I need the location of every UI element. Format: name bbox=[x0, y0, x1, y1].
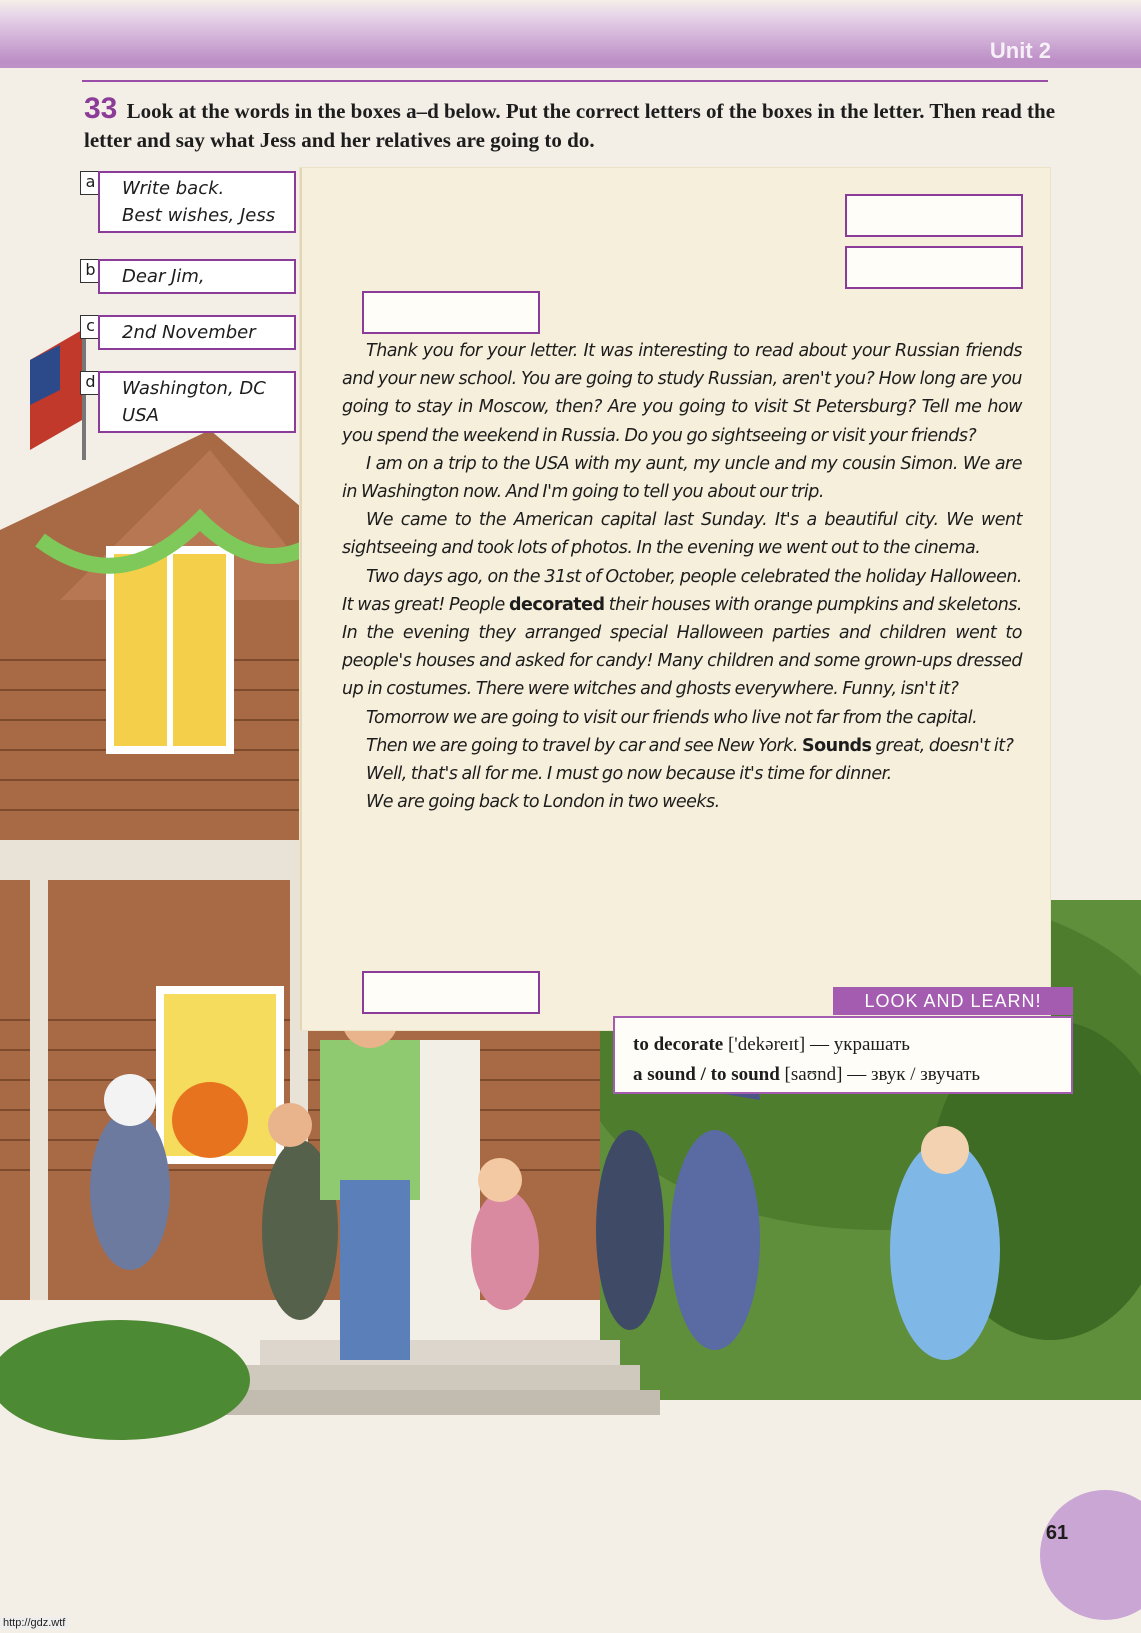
text-run: Two days ago, on the 31st of October, people celebrated the holiday Halloween. It was great! People bbox=[342, 566, 1022, 615]
option-line: Dear Jim, bbox=[122, 266, 205, 287]
unit-label: Unit 2 bbox=[989, 38, 1051, 63]
top-rule bbox=[82, 80, 1048, 82]
option-box bbox=[98, 371, 296, 433]
exercise-instructions bbox=[84, 94, 1059, 155]
letter-paragraph: Thank you for your letter. It was interesting to read about your Russian friends and your new school. You are going to study Russian, aren't you? How long are you going to stay in Moscow, then? Are you going to visit St Petersburg? Tell me how you spend the weekend in Russia. Do you go sightseeing or visit your friends? bbox=[342, 341, 1022, 446]
option-box bbox=[98, 315, 296, 350]
exercise-text: Look at the words in the boxes a–d below. Put the correct letters of the boxes in the letter. Then read the letter and say what Jess and her relatives are going to do. bbox=[84, 99, 1056, 152]
option-letter: c bbox=[80, 315, 101, 339]
vocab-definition: [saʊnd] — звук / звучать bbox=[779, 1064, 981, 1085]
answer-box-closing[interactable] bbox=[362, 971, 540, 1014]
option-line: 2nd November bbox=[122, 322, 256, 343]
letter-paragraph bbox=[342, 732, 1022, 760]
option-box bbox=[98, 259, 296, 294]
look-and-learn-box bbox=[613, 1016, 1073, 1094]
source-link[interactable]: http://gdz.wtf bbox=[0, 1617, 68, 1629]
letter-paragraph: Tomorrow we are going to visit our friends who live not far from the capital. bbox=[366, 707, 978, 728]
text-run: their houses with orange pumpkins and skeletons. In the evening they arranged special Halloween parties and children went to people's houses and asked for candy! Many children and some grown-ups dressed up in costumes. There were witches and ghosts everywhere. Funny, isn't it? bbox=[342, 594, 1022, 700]
text-run: Then we are going to travel by car and see New York. bbox=[366, 735, 802, 756]
option-letter: d bbox=[80, 371, 101, 395]
page-number: 61 bbox=[1045, 1522, 1069, 1544]
option-line: Write back. bbox=[122, 178, 225, 199]
answer-box-address-2[interactable] bbox=[845, 246, 1023, 289]
bold-word: Sounds bbox=[801, 735, 872, 756]
letter-paragraph: Well, that's all for me. I must go now because it's time for dinner. bbox=[366, 764, 892, 785]
option-line: USA bbox=[122, 405, 159, 426]
letter-paragraph: We are going back to London in two weeks. bbox=[366, 792, 720, 813]
exercise-number: 33 bbox=[84, 92, 118, 125]
answer-box-address-1[interactable] bbox=[845, 194, 1023, 237]
option-box bbox=[98, 171, 296, 233]
top-band bbox=[0, 0, 1141, 68]
option-letter: b bbox=[80, 259, 101, 283]
look-and-learn-title: LOOK AND LEARN! bbox=[833, 987, 1073, 1015]
option-line: Best wishes, Jess bbox=[122, 205, 276, 226]
letter-paragraph: I am on a trip to the USA with my aunt, my uncle and my cousin Simon. We are in Washington now. And I'm going to tell you about our trip. bbox=[342, 453, 1022, 503]
vocab-line bbox=[633, 1060, 1071, 1090]
answer-box-greeting[interactable] bbox=[362, 291, 540, 334]
letter-body bbox=[342, 337, 1022, 816]
text-run: great, doesn't it? bbox=[871, 735, 1014, 756]
vocab-line bbox=[633, 1030, 1071, 1060]
vocab-term: to decorate bbox=[633, 1034, 724, 1055]
option-letter: a bbox=[80, 171, 101, 195]
bold-word: decorated bbox=[509, 594, 605, 615]
letter-paragraph: We came to the American capital last Sunday. It's a beautiful city. We went sightseeing and took lots of photos. In the evening we went out to the cinema. bbox=[342, 510, 1022, 559]
letter-paragraph bbox=[342, 563, 1022, 704]
vocab-term: a sound / to sound bbox=[633, 1064, 780, 1085]
vocab-definition: ['dekəreɪt] — украшать bbox=[723, 1034, 910, 1055]
option-line: Washington, DC bbox=[122, 378, 266, 399]
